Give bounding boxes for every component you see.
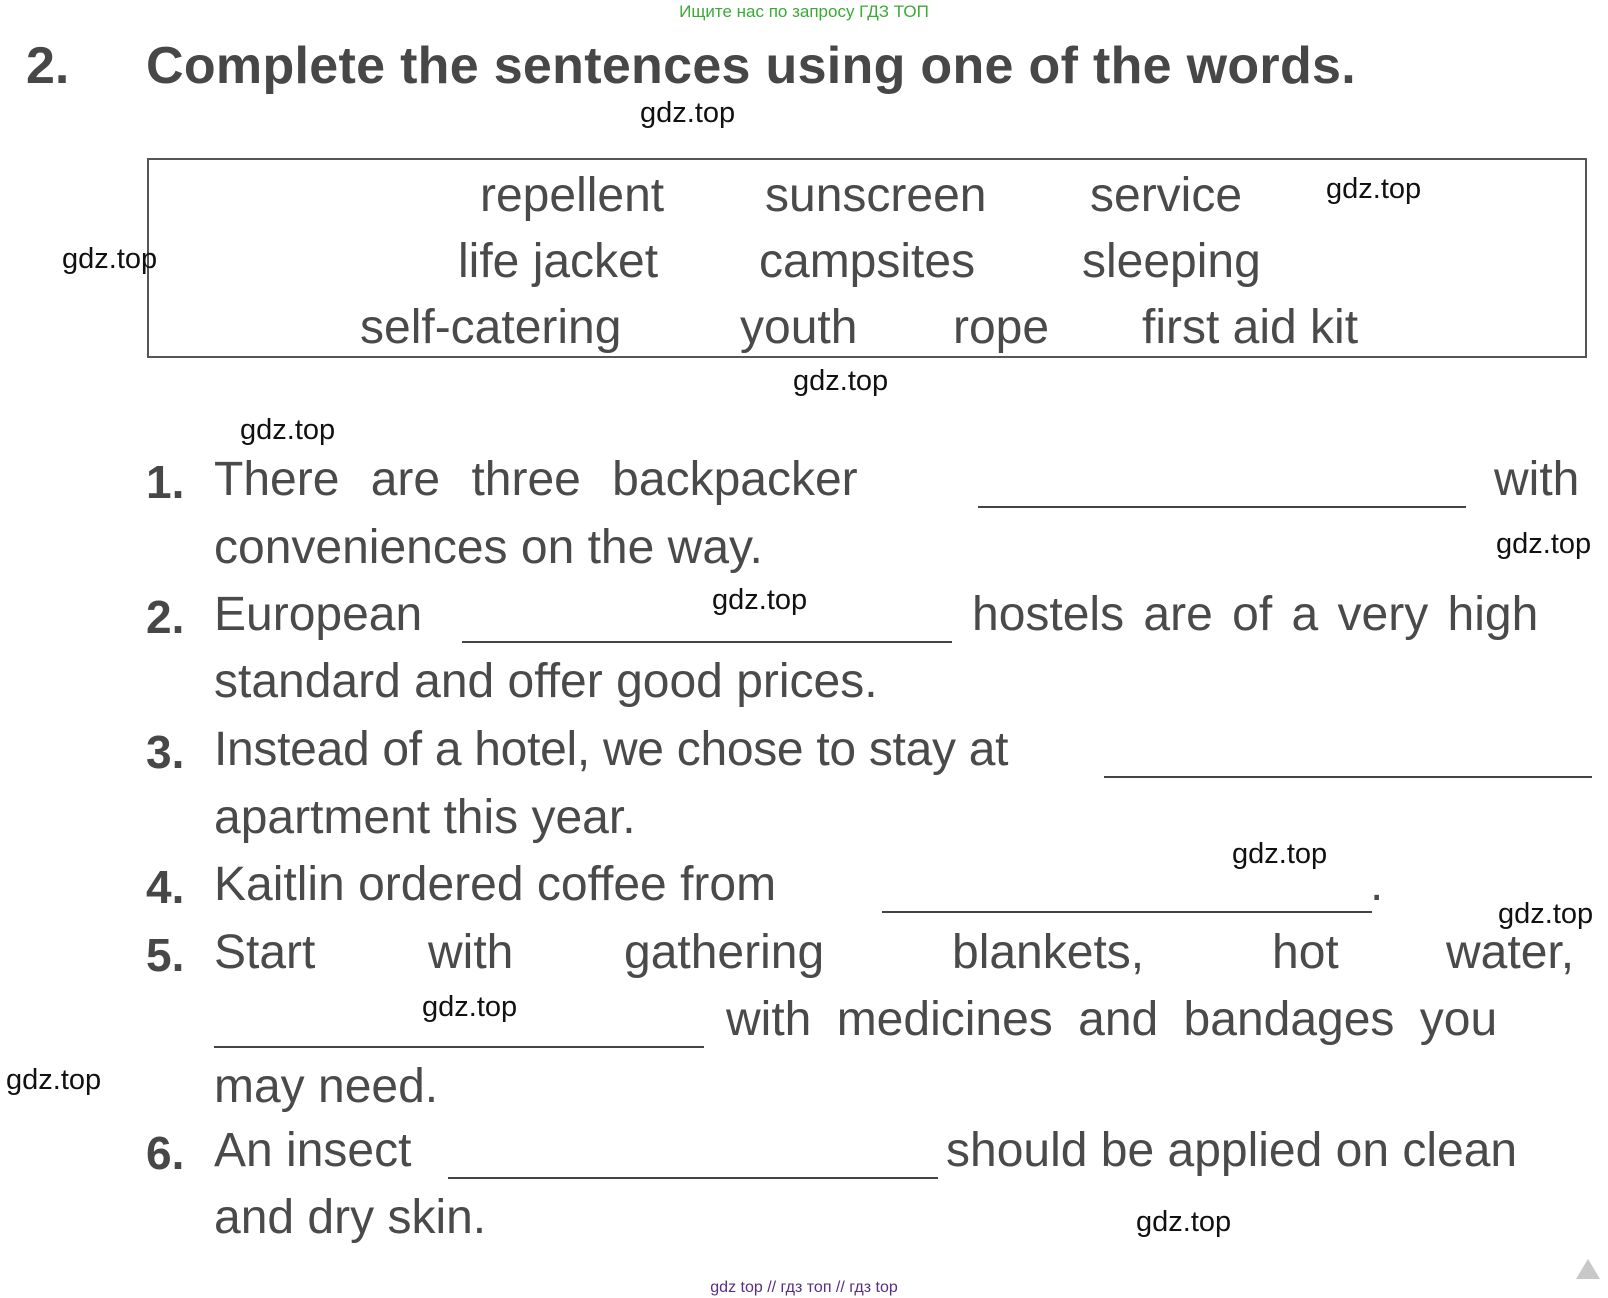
sentence-1-number: 1. <box>146 456 185 508</box>
sentence-3-blank[interactable] <box>1104 776 1592 778</box>
top-banner: Ищите нас по запросу ГДЗ ТОП <box>679 2 929 21</box>
exercise-title: Complete the sentences using one of the words. <box>146 37 1356 95</box>
watermark: gdz.top <box>240 414 336 446</box>
sentence-2-continuation: standard and offer good prices. <box>214 655 878 708</box>
exercise-number: 2. <box>26 37 70 95</box>
word-sunscreen: sunscreen <box>765 169 987 222</box>
sentence-3-text: Instead of a hotel, we chose to stay at <box>214 723 1009 776</box>
word-self-catering: self-catering <box>360 301 622 354</box>
sentence-5-word: gathering <box>624 926 825 979</box>
watermark: gdz.top <box>1136 1206 1232 1238</box>
sentence-4-number: 4. <box>146 861 185 913</box>
sentence-5-number: 5. <box>146 929 185 981</box>
sentence-4-period: . <box>1370 858 1384 911</box>
watermark: gdz.top <box>1496 528 1592 560</box>
sentence-6-blank[interactable] <box>448 1177 938 1179</box>
sentence-5-blank[interactable] <box>214 1046 704 1048</box>
word-repellent: repellent <box>480 169 665 222</box>
word-service: service <box>1090 169 1243 222</box>
sentence-5-word: water, <box>1446 926 1575 979</box>
watermark: gdz.top <box>712 584 808 616</box>
sentence-6-number: 6. <box>146 1127 185 1179</box>
sentence-5-word: with <box>428 926 514 979</box>
sentence-5-text-end: with medicines and bandages you <box>726 993 1498 1046</box>
sentence-2-blank[interactable] <box>462 641 952 643</box>
sentence-3-continuation: apartment this year. <box>214 791 636 844</box>
word-life-jacket: life jacket <box>458 235 659 288</box>
word-campsites: campsites <box>759 235 976 288</box>
sentence-3-number: 3. <box>146 726 185 778</box>
sentence-5-word: hot <box>1272 926 1339 979</box>
sentence-6-continuation: and dry skin. <box>214 1191 487 1244</box>
word-youth: youth <box>740 301 858 354</box>
sentence-5-word: Start <box>214 926 316 979</box>
word-rope: rope <box>953 301 1050 354</box>
sentence-2-text-end: hostels are of a very high <box>972 588 1539 641</box>
watermark: gdz.top <box>422 991 518 1023</box>
sentence-2-number: 2. <box>146 591 185 643</box>
sentence-1-blank[interactable] <box>978 506 1466 508</box>
watermark: gdz.top <box>1498 898 1594 930</box>
sentence-1-text: There are three backpacker <box>214 453 858 506</box>
sentence-5-continuation: may need. <box>214 1060 439 1113</box>
sentence-6-text-end: should be applied on clean <box>946 1124 1518 1177</box>
watermark: gdz.top <box>640 97 736 129</box>
sentence-1-continuation: conveniences on the way. <box>214 521 763 574</box>
footer: gdz top // гдз топ // гдз top <box>710 1279 898 1296</box>
word-sleeping: sleeping <box>1082 235 1261 288</box>
sentence-6-text: An insect <box>214 1124 412 1177</box>
watermark: gdz.top <box>1232 838 1328 870</box>
watermark: gdz.top <box>6 1064 102 1096</box>
sentence-4-blank[interactable] <box>882 911 1372 913</box>
watermark: gdz.top <box>793 365 889 397</box>
sentence-5-word: blankets, <box>952 926 1145 979</box>
sentence-2-text: European <box>214 588 423 641</box>
sentence-1-text-end: with <box>1494 453 1580 506</box>
watermark: gdz.top <box>62 243 158 275</box>
sentence-4-text: Kaitlin ordered coffee from <box>214 858 777 911</box>
scroll-up-icon[interactable] <box>1576 1259 1600 1279</box>
word-first-aid-kit: first aid kit <box>1142 301 1359 354</box>
watermark: gdz.top <box>1326 173 1422 205</box>
